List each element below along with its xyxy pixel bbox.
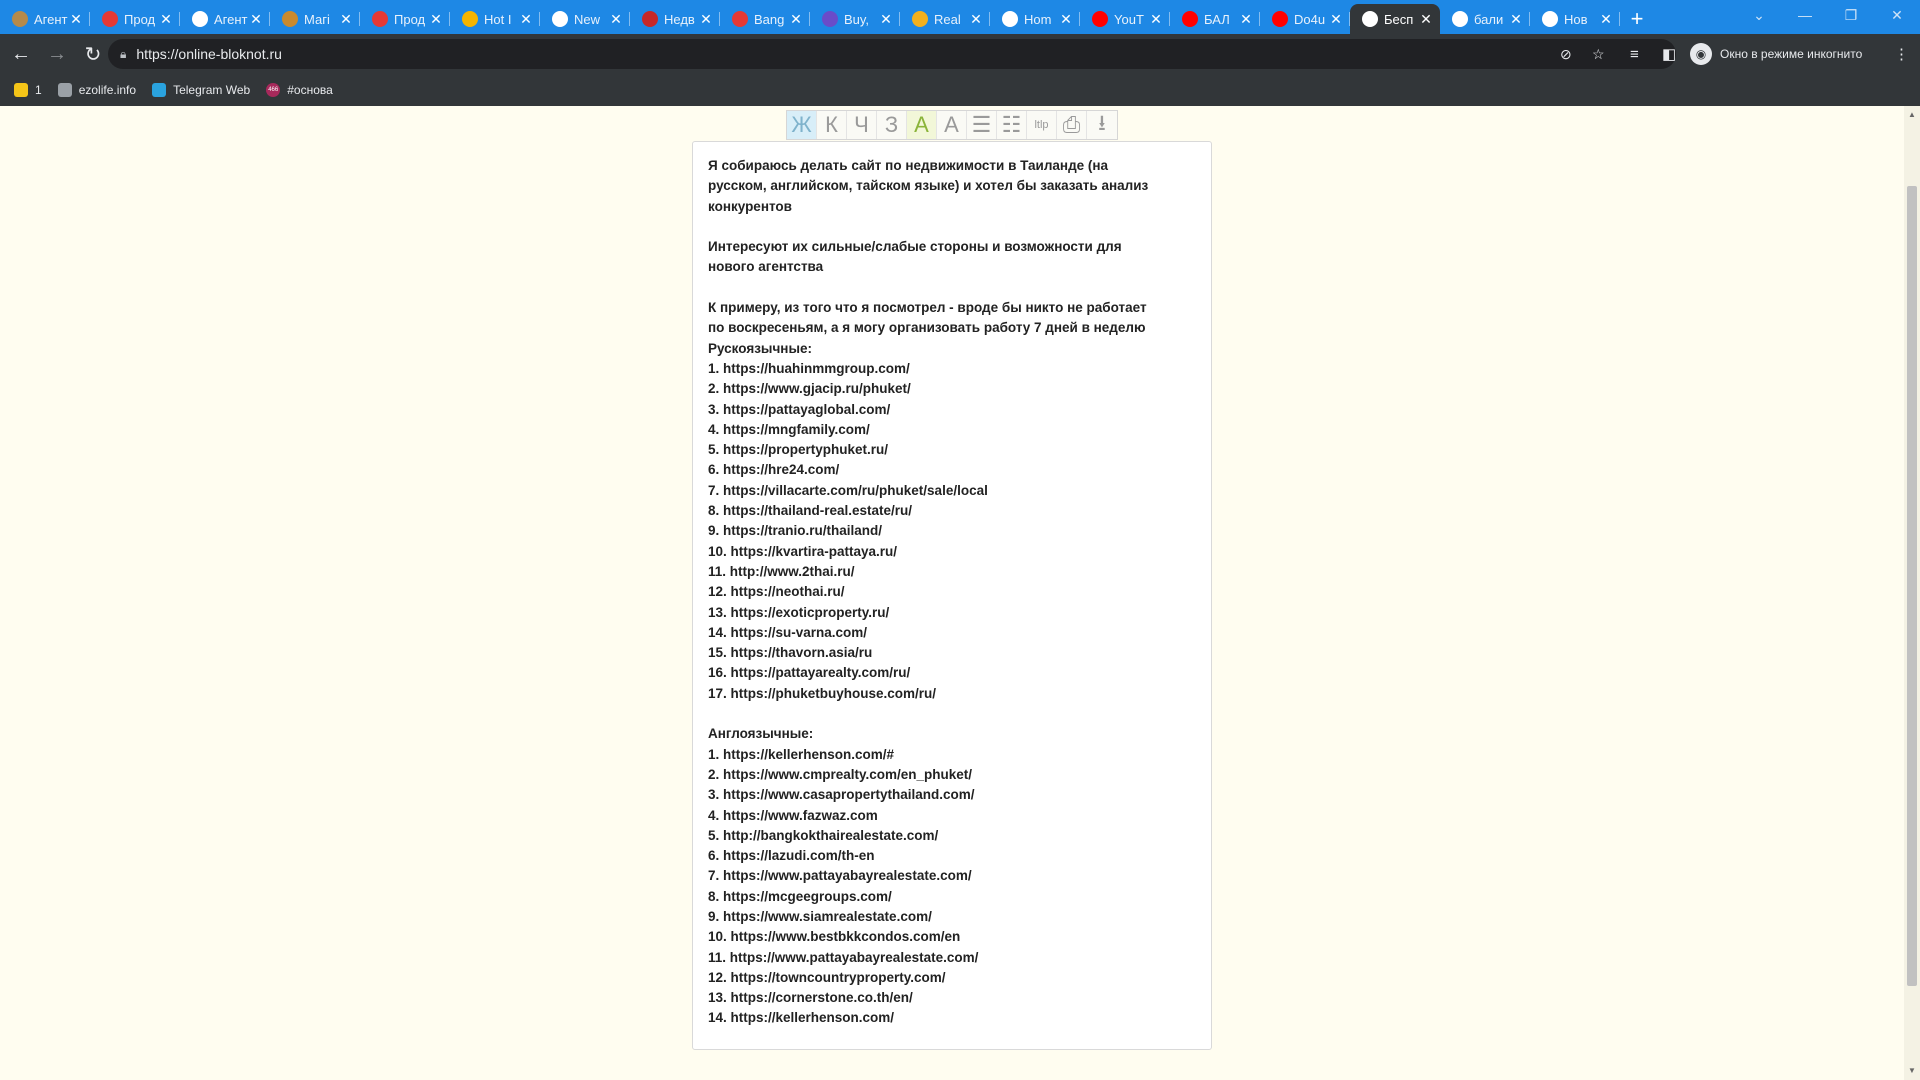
reload-icon: ↻ [84, 43, 102, 66]
side-panel-icon[interactable]: ◧ [1662, 46, 1677, 63]
tab-close-icon[interactable]: ✕ [250, 10, 262, 27]
print-button[interactable]: ⎙ [1057, 111, 1087, 139]
tab-strip [0, 0, 1920, 34]
tab-close-icon[interactable]: ✕ [1240, 10, 1252, 27]
editor-line: 6. https://lazudi.com/th-en [708, 848, 875, 864]
editor-line [708, 278, 1197, 298]
tab-close-icon[interactable]: ✕ [1420, 10, 1432, 27]
tab-search-icon[interactable]: ⌄ [1753, 6, 1765, 23]
incognito-icon [1542, 11, 1558, 27]
scrollbar-thumb[interactable] [1907, 186, 1917, 986]
tab-label: Hot I [484, 11, 512, 27]
youtube-icon [1272, 11, 1288, 27]
editor-line: 14. https://su-varna.com/ [708, 624, 868, 640]
tab-label: Недв [664, 11, 695, 27]
globe-icon [58, 83, 72, 97]
underline-button[interactable]: Ч [847, 111, 877, 139]
new-tab-button[interactable]: + [1630, 6, 1644, 31]
editor-line: 8. https://thailand-real.estate/ru/ [708, 503, 913, 519]
format-toolbar [786, 110, 1118, 140]
tab-9[interactable] [720, 4, 810, 34]
forward-arrow-icon: → [47, 42, 67, 65]
globe-orange-icon [282, 11, 298, 27]
tab-12[interactable] [990, 4, 1080, 34]
folder-icon [14, 83, 28, 97]
editor-line: 11. https://www.pattayabayrealestate.com/ [708, 949, 979, 965]
editor-line: 17. https://phuketbuyhouse.com/ru/ [708, 685, 937, 701]
tab-close-icon[interactable]: ✕ [1150, 10, 1162, 27]
minimize-button[interactable]: — [1798, 7, 1812, 23]
scroll-up-icon[interactable]: ▲ [1908, 110, 1916, 119]
tab-18[interactable] [1530, 4, 1620, 34]
tab-close-icon[interactable]: ✕ [610, 10, 622, 27]
close-window-button[interactable]: ✕ [1891, 6, 1903, 23]
editor-line: 1. https://huahinmmgroup.com/ [708, 360, 910, 376]
bookmark-item[interactable] [58, 83, 136, 97]
editor-line: Англоязычные: [708, 726, 814, 742]
menu-dots-icon[interactable]: ⋮ [1894, 46, 1909, 63]
editor-line: 16. https://pattayarealty.com/ru/ [708, 665, 911, 681]
document-icon [1362, 11, 1378, 27]
bookmark-yellow-icon [462, 11, 478, 27]
italic-button[interactable]: К [817, 111, 847, 139]
page-icon [1002, 11, 1018, 27]
bookmarks-bar [0, 74, 1920, 106]
editor-line: 7. https://villacarte.com/ru/phuket/sale/local [708, 482, 988, 498]
media-control-icon[interactable]: ≡ [1630, 45, 1639, 63]
editor-line: 10. https://www.bestbkkcondos.com/en [708, 929, 961, 945]
editor-line: Рускоязычные: [708, 340, 812, 356]
editor-line: 9. https://tranio.ru/thailand/ [708, 523, 883, 539]
editor-line: Я собираюсь делать сайт по недвижимости в Таиланде (на [708, 158, 1109, 173]
tab-label: Real [934, 11, 961, 27]
tab-label: New [574, 11, 601, 27]
incognito-icon: ◉ [1690, 43, 1712, 65]
tab-label: Нов [1564, 11, 1588, 27]
tab-close-icon[interactable]: ✕ [790, 10, 802, 27]
bookmark-item[interactable] [152, 83, 250, 97]
tab-close-icon[interactable]: ✕ [430, 10, 442, 27]
tab-17[interactable] [1440, 4, 1530, 34]
tab-close-icon[interactable]: ✕ [700, 10, 712, 27]
bookmark-label: #основа [287, 83, 333, 97]
download-button[interactable]: ⭳ [1098, 110, 1106, 135]
bookmark-label: ezolife.info [78, 83, 137, 97]
editor-line: русском, английском, тайском языке) и хотел бы заказать анализ [708, 178, 1149, 194]
incognito-label: Окно в режиме инкогнито [1720, 47, 1863, 61]
tab-label: Агент [34, 11, 68, 27]
editor-line: 3. https://www.casapropertythailand.com/ [708, 787, 975, 803]
editor-line: 13. https://cornerstone.co.th/en/ [708, 990, 913, 1006]
tab-16[interactable] [1350, 4, 1440, 34]
editor-line: К примеру, из того что я посмотрел - вроде бы никто не работает [708, 300, 1147, 316]
tab-5[interactable] [360, 4, 450, 34]
bookmark-label: Telegram Web [173, 83, 251, 97]
tab-close-icon[interactable]: ✕ [160, 10, 172, 27]
editor-line: по воскресеньям, а я могу организовать работу 7 дней в неделю [708, 320, 1146, 336]
google-icon [1452, 11, 1468, 27]
browser-toolbar [0, 34, 1920, 74]
avito-icon [192, 11, 208, 27]
editor-line: 2. https://www.gjacip.ru/phuket/ [708, 381, 911, 397]
tab-1[interactable] [0, 4, 90, 34]
youtube-icon [1182, 11, 1198, 27]
tab-15[interactable] [1260, 4, 1350, 34]
tab-label: Hom [1024, 11, 1052, 27]
editor-line: 15. https://thavorn.asia/ru [708, 645, 873, 661]
forward-button[interactable] [42, 39, 72, 69]
editor-line: 9. https://www.siamrealestate.com/ [708, 908, 932, 924]
editor-line: 2. https://www.cmprealty.com/en_phuket/ [708, 766, 973, 782]
bold-button[interactable]: Ж [787, 111, 817, 139]
feather-icon [552, 11, 568, 27]
tab-6[interactable] [450, 4, 540, 34]
yandex-icon [102, 11, 118, 27]
tab-label: БАЛ [1204, 11, 1230, 27]
editor-line [708, 704, 1197, 724]
format-button[interactable]: ltlp [1027, 111, 1057, 139]
editor-line: конкурентов [708, 198, 792, 214]
tab-label: YouT [1114, 11, 1144, 27]
tab-label: Бесп [1384, 11, 1414, 27]
tab-label: Do4u [1294, 11, 1326, 27]
tab-close-icon[interactable]: ✕ [1060, 10, 1072, 27]
lock-icon: 🔒︎ [120, 46, 127, 61]
tab-13[interactable] [1080, 4, 1170, 34]
bookmark-item[interactable] [14, 83, 42, 97]
editor-line: 5. http://bangkokthairealestate.com/ [708, 827, 939, 843]
tab-label: Прод [124, 11, 156, 27]
arrow-red-icon [372, 11, 388, 27]
tab-8[interactable] [630, 4, 720, 34]
editor-line: 4. https://mngfamily.com/ [708, 421, 870, 437]
strikethrough-button[interactable]: З [877, 111, 907, 139]
tab-label: Магi [304, 11, 330, 27]
editor-line [708, 217, 1197, 237]
tab-4[interactable] [270, 4, 360, 34]
tab-3[interactable] [180, 4, 270, 34]
editor-line: 3. https://pattayaglobal.com/ [708, 401, 891, 417]
scroll-down-icon[interactable]: ▼ [1908, 1066, 1916, 1075]
text-color-button[interactable]: А [937, 111, 967, 139]
highlight-button[interactable]: А [907, 111, 937, 139]
tab-close-icon[interactable]: ✕ [1330, 10, 1342, 27]
editor-line: 13. https://exoticproperty.ru/ [708, 604, 890, 620]
editor-line: 1. https://kellerhenson.com/# [708, 746, 895, 762]
tab-close-icon[interactable]: ✕ [340, 10, 352, 27]
address-bar[interactable] [108, 39, 1676, 69]
editor-line: 4. https://www.fazwaz.com [708, 807, 878, 823]
youtube-icon [1092, 11, 1108, 27]
shield-icon [642, 11, 658, 27]
tab-label: Прод [394, 11, 426, 27]
tab-label: Bang [754, 11, 785, 27]
bookmark-star-icon[interactable]: ☆ [1592, 46, 1605, 62]
badge-icon: 466 [266, 83, 280, 97]
url-text: https://online-bloknot.ru [136, 46, 282, 62]
tab-7[interactable] [540, 4, 630, 34]
notepad-editor[interactable] [692, 141, 1212, 1050]
editor-line: 14. https://kellerhenson.com/ [708, 1010, 895, 1026]
editor-line: нового агентства [708, 259, 824, 275]
editor-line: 11. http://www.2thai.ru/ [708, 563, 855, 579]
restore-button[interactable]: ❐ [1844, 6, 1858, 23]
tab-close-icon[interactable]: ✕ [70, 10, 82, 27]
reload-button[interactable] [78, 39, 108, 69]
letter-l-icon [822, 11, 838, 27]
back-button[interactable] [6, 39, 36, 69]
tab-close-icon[interactable]: ✕ [1510, 10, 1522, 27]
numbered-list-button[interactable]: ☷ [997, 111, 1027, 139]
bookmark-item[interactable] [266, 83, 333, 97]
telegram-icon [152, 83, 166, 97]
incognito-indicator[interactable] [1690, 40, 1862, 68]
tab-2[interactable] [90, 4, 180, 34]
bookmark-label: 1 [35, 83, 42, 97]
tab-close-icon[interactable]: ✕ [970, 10, 982, 27]
tab-14[interactable] [1170, 4, 1260, 34]
editor-line: Интересуют их сильные/слабые стороны и возможности для [708, 239, 1122, 255]
g-coin-icon [912, 11, 928, 27]
tab-close-icon[interactable]: ✕ [880, 10, 892, 27]
page-scrollbar[interactable] [1904, 106, 1920, 1080]
tab-10[interactable] [810, 4, 900, 34]
back-arrow-icon: ← [11, 42, 31, 65]
globe-brown-icon [12, 11, 28, 27]
tab-label: Агент [214, 11, 248, 27]
editor-line: 7. https://www.pattayabayrealestate.com/ [708, 868, 972, 884]
editor-line: 10. https://kvartira-pattaya.ru/ [708, 543, 898, 559]
tab-label: бали [1474, 11, 1504, 27]
editor-line: 12. https://towncountryproperty.com/ [708, 969, 946, 985]
tab-close-icon[interactable]: ✕ [1600, 10, 1612, 27]
editor-line: 8. https://mcgeegroups.com/ [708, 888, 892, 904]
tab-11[interactable] [900, 4, 990, 34]
editor-line: 5. https://propertyphuket.ru/ [708, 442, 889, 458]
editor-line: 6. https://hre24.com/ [708, 462, 840, 478]
script-icon [732, 11, 748, 27]
tab-label: Buy, [844, 11, 870, 27]
tab-close-icon[interactable]: ✕ [520, 10, 532, 27]
eye-off-icon[interactable]: ⊘ [1560, 46, 1572, 62]
bullet-list-button[interactable]: ☰ [967, 111, 997, 139]
editor-line: 12. https://neothai.ru/ [708, 584, 845, 600]
